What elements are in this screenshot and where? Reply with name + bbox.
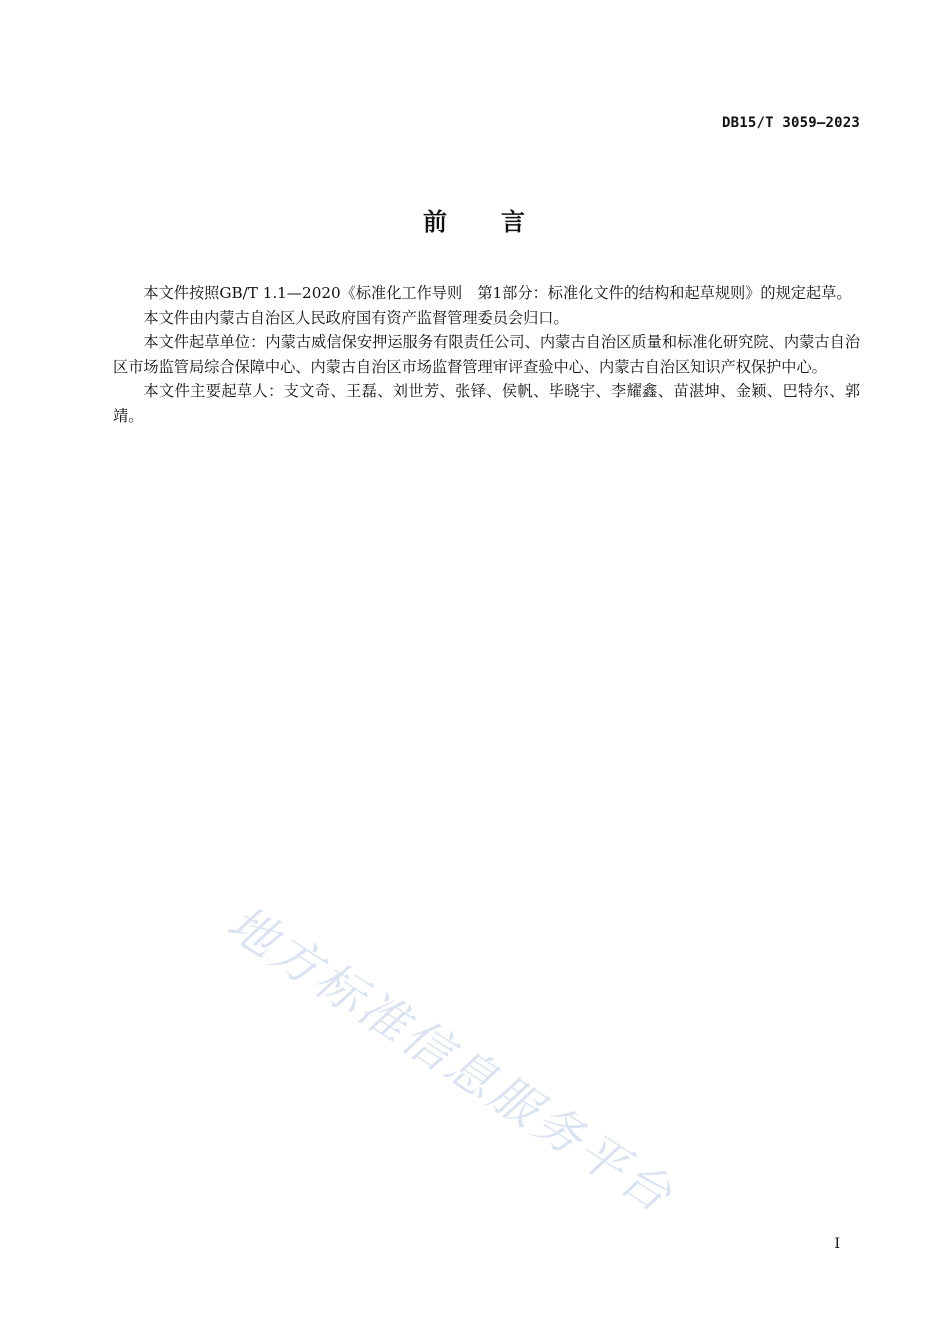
watermark: 地方标准信息服务平台 bbox=[217, 894, 684, 1225]
paragraph-drafters: 本文件主要起草人：支文奇、王磊、刘世芳、张铎、侯帆、毕晓宇、李耀鑫、苗湛坤、金颖、巴特尔、郭靖。 bbox=[113, 382, 860, 425]
page-title: 前 言 bbox=[423, 208, 527, 236]
paragraph-drafting-rules: 本文件按照GB/T 1.1—2020《标准化工作导则 第1部分：标准化文件的结构和起草规则》的规定起草。 bbox=[143, 284, 852, 302]
paragraph-drafting-units: 本文件起草单位：内蒙古威信保安押运服务有限责任公司、内蒙古自治区质量和标准化研究院、内蒙古自治区市场监管局综合保障中心、内蒙古自治区市场监督管理审评查验中心、内蒙古自治区知识产权保护中心。 bbox=[113, 333, 860, 376]
preface-body bbox=[113, 281, 860, 428]
page-number: I bbox=[834, 1236, 840, 1252]
document-code: DB15/T 3059—2023 bbox=[721, 115, 860, 131]
paragraph-responsible-body: 本文件由内蒙古自治区人民政府国有资产监督管理委员会归口。 bbox=[143, 308, 569, 327]
